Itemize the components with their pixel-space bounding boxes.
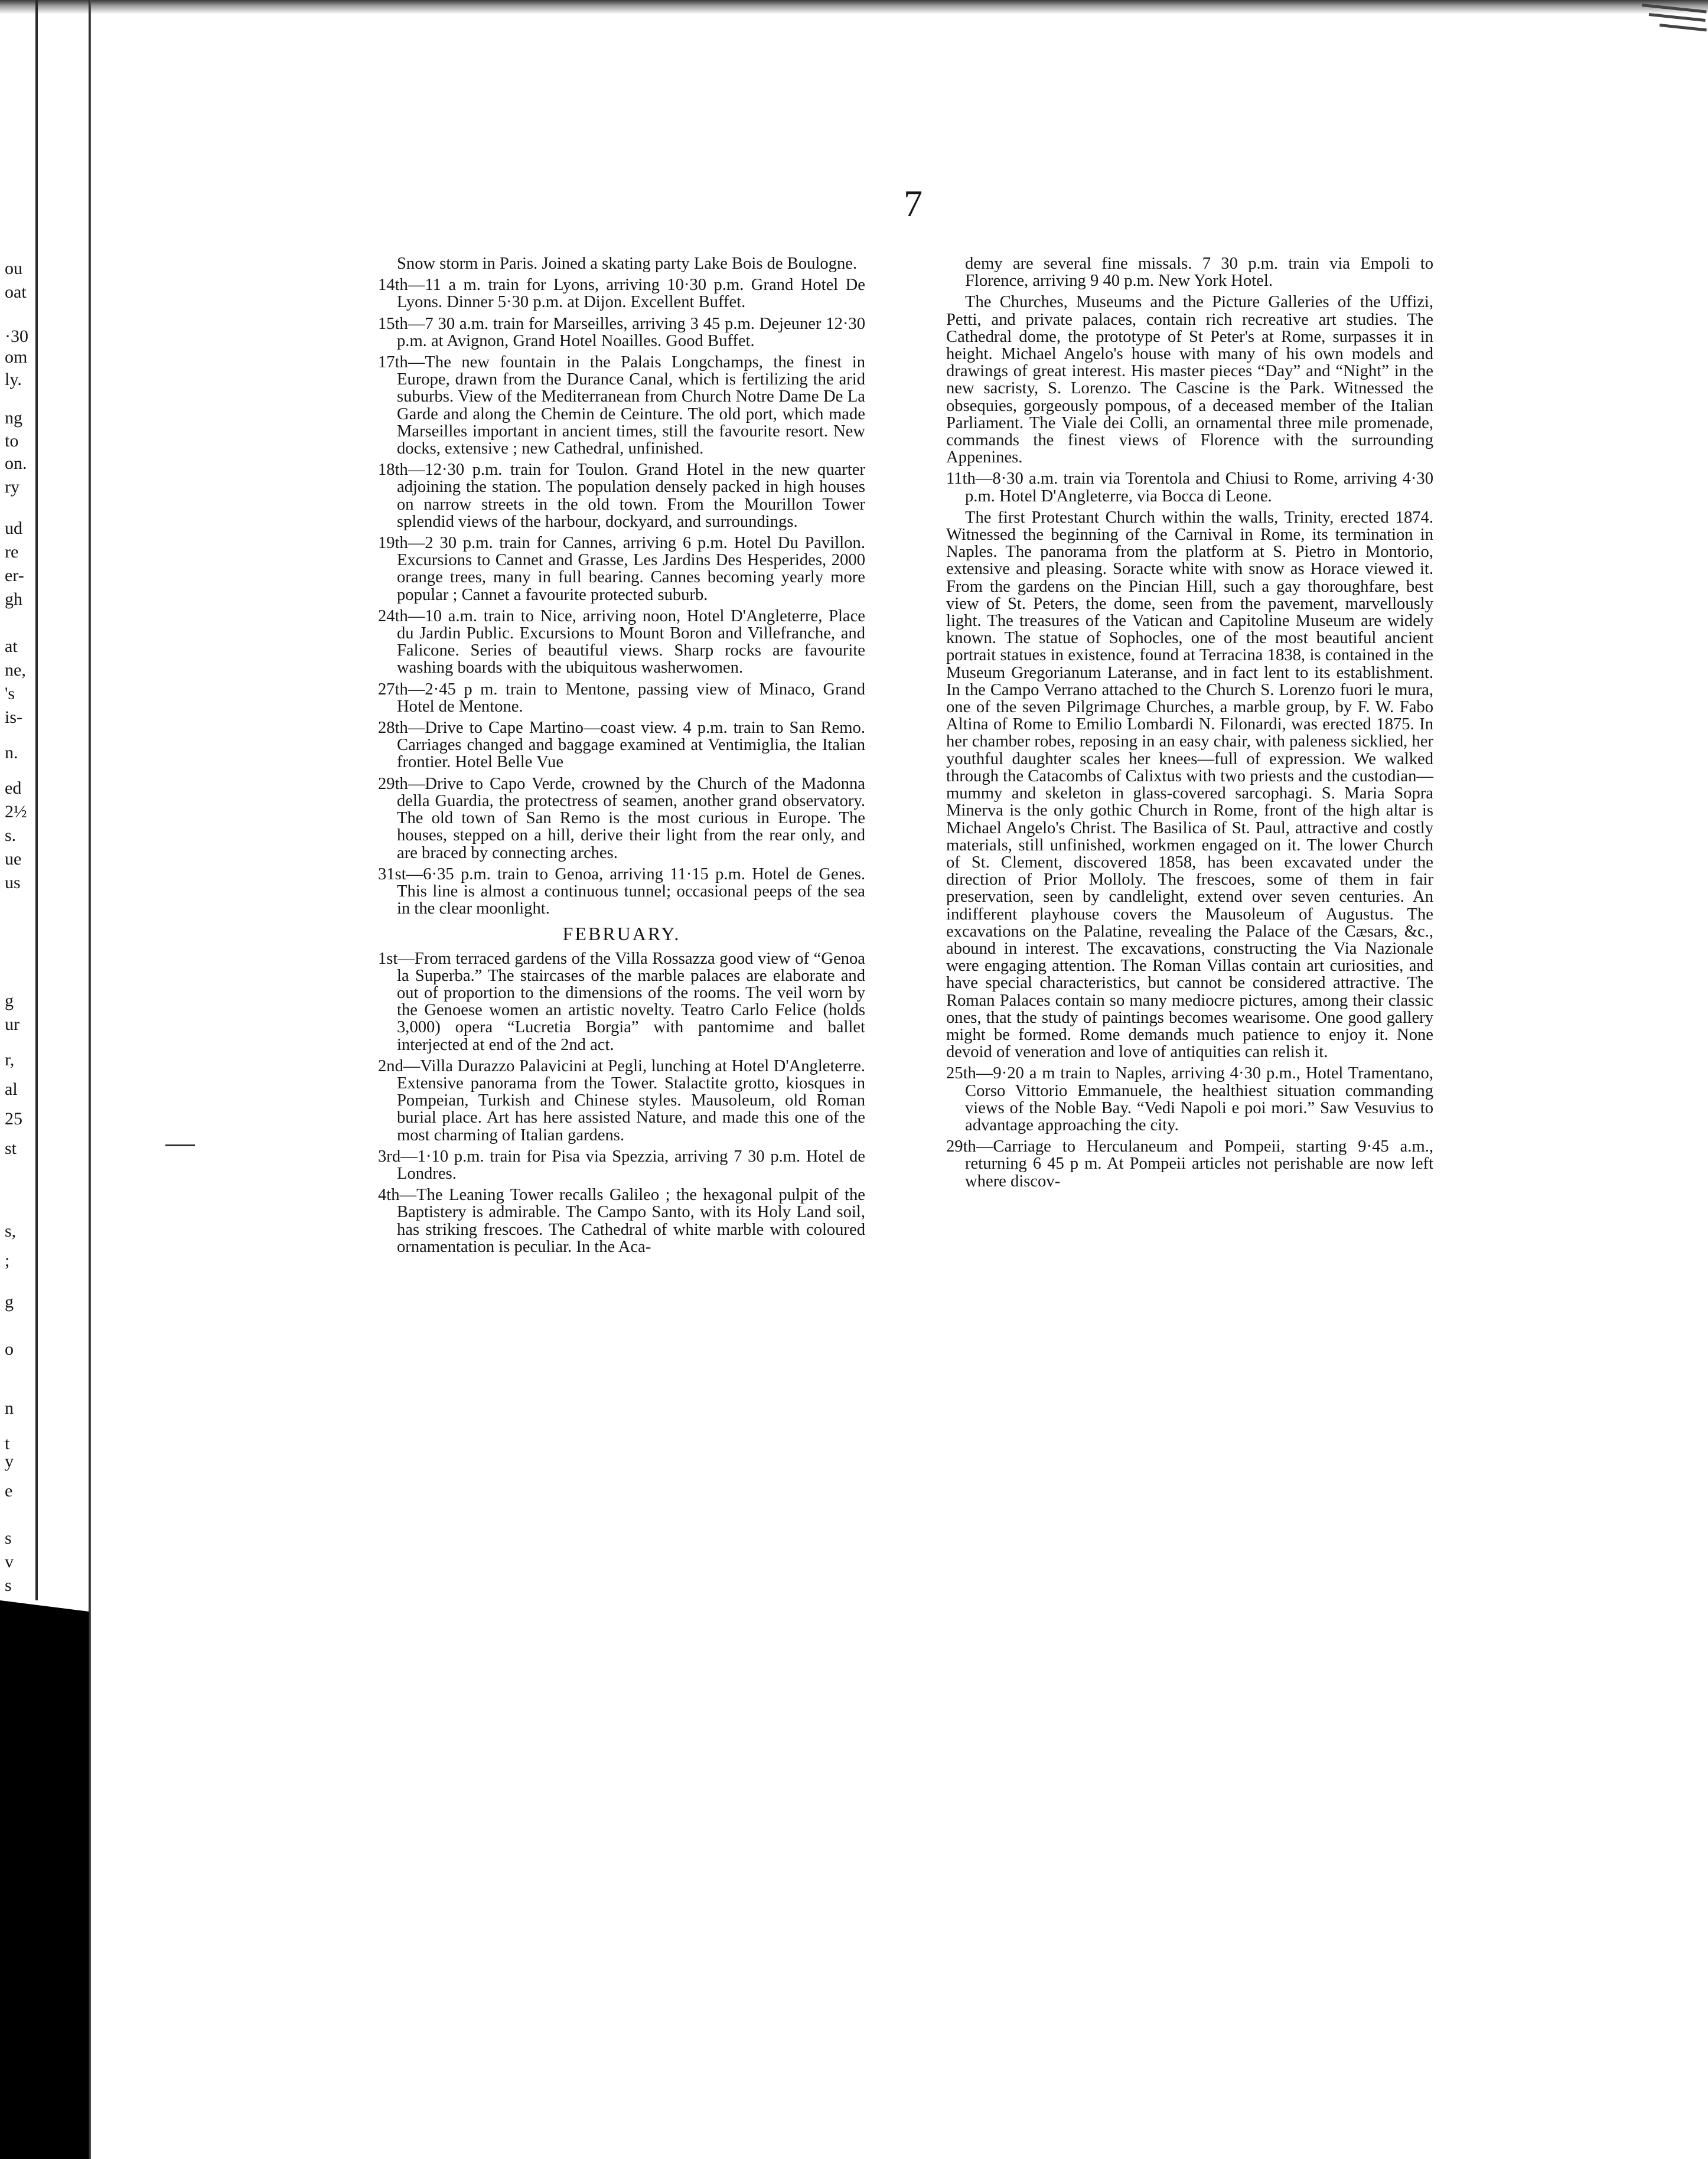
previous-page-fragment: s. — [5, 826, 17, 845]
previous-page-fragment: s, — [5, 1221, 17, 1241]
previous-page-fragment: oat — [5, 282, 27, 302]
continuation-text: demy are several fine missals. 7 30 p.m. train via Empoli to Florence, arriving 9 40 p.m. New York Hotel. — [965, 255, 1433, 291]
previous-page-fragment: gh — [5, 589, 22, 609]
florence-paragraph: The Churches, Museums and the Picture Galleries of the Uffizi, Petti, and private palaces, contain rich recreative art studies. The Cathedral dome, the prototype of St Peter's at Rome, surpasses it in height. Michael Angelo's house with many of his own models and drawings of great interest. His master pieces “Day” and “Night” in the new sacristy, S. Lorenzo. The Cascine is the Park. Witnessed the obsequies, gorgeously pompous, of a deceased member of the Italian Parliament. The Viale dei Colli, an ornamental three mile promenade, commands the finest views of Florence with the surrounding Appenines. — [946, 293, 1433, 467]
previous-page-fragment: is- — [5, 707, 22, 727]
previous-page-fragment: 25 — [5, 1109, 22, 1129]
previous-page-fragment: at — [5, 637, 18, 656]
diary-entry: 19th—2 30 p.m. train for Cannes, arriving 6 p.m. Hotel Du Pavillon. Excursions to Cannet and Grasse, Les Jardins Des Hesperides, 2000 orange trees, many in full bearing. Cannes becoming yearly more popular ; Cannet a favourite protected suburb. — [378, 534, 865, 604]
previous-page-fragment: ur — [5, 1015, 19, 1034]
previous-page-fragment: ed — [5, 778, 22, 798]
previous-page-fragment: ou — [5, 259, 22, 278]
previous-page-fragment: ne, — [5, 660, 26, 680]
previous-page-fragment: s — [5, 1576, 12, 1595]
previous-page-fragment: n — [5, 1398, 14, 1418]
previous-page-fragment: 2½ — [5, 802, 27, 821]
previous-page-fragment: o — [5, 1339, 14, 1359]
previous-page-fragment: n. — [5, 743, 18, 762]
previous-page-fragment: er- — [5, 566, 24, 585]
previous-page-fragment: s — [5, 1528, 12, 1548]
previous-page-fragment: om — [5, 347, 28, 367]
previous-page-strip — [0, 0, 38, 1600]
right-column — [946, 255, 1433, 1194]
stacked-page-edges — [1642, 0, 1708, 65]
previous-page-fragment: us — [5, 873, 21, 892]
diary-entry: 31st—6·35 p.m. train to Genoa, arriving 11·15 p.m. Hotel de Genes. This line is almost a continuous tunnel; occasional peeps of the sea in the clear moonlight. — [378, 865, 865, 918]
page-top-edge — [0, 0, 1708, 14]
diary-entry: 29th—Drive to Capo Verde, crowned by the Church of the Madonna della Guardia, the protectress of seamen, another grand observatory. The old town of San Remo is the most curious in Europe. The houses, stepped on a hill, derive their light from the rear only, and are braced by connecting arches. — [378, 774, 865, 862]
diary-entry: 17th—The new fountain in the Palais Longchamps, the finest in Europe, drawn from the Durance Canal, which is fertilizing the arid suburbs. View of the Mediterranean from Church Notre Dame De La Garde and along the Chemin de Ceinture. The old port, which made Marseilles important in ancient times, still the favourite resort. New docks, extensive ; new Cathedral, unfinished. — [378, 353, 865, 458]
diary-entry: 14th—11 a m. train for Lyons, arriving 10·30 p.m. Grand Hotel De Lyons. Dinner 5·30 p.m. at Dijon. Excellent Buffet. — [378, 276, 865, 312]
previous-page-fragment: st — [5, 1139, 17, 1158]
diary-entry: 28th—Drive to Cape Martino—coast view. 4 p.m. train to San Remo. Carriages changed and baggage examined at Ventimiglia, the Italian frontier. Hotel Belle Vue — [378, 719, 865, 772]
previous-page-fragment: g — [5, 991, 14, 1010]
previous-page-fragment: 's — [5, 684, 15, 703]
rome-paragraph: The first Protestant Church within the walls, Trinity, erected 1874. Witnessed the beginning of the Carnival in Rome, its termination in Naples. The panorama from the platform at S. Pietro in Montorio, extensive and pleasing. Soracte white with snow as Horace viewed it. From the gardens on the Pincian Hill, such a gay thoroughfare, best view of St. Peters, the dome, seen from the pavement, marvellously light. The treasures of the Vatican and Capitoline Museum are widely known. The statue of Sophocles, one of the most beautiful ancient portrait statues in existence, found at Terracina 1838, is contained in the Museum Gregorianum Lateranse, and in fact lent to its establishment. In the Campo Verrano attached to the Church S. Lorenzo fuori le mura, one of the seven Pilgrimage Churches, a marble group, by F. W. Fabo Altina of Rome to Emilio Lombardi N. Filonardi, was erected 1875. In her chamber robes, reposing in an easy chair, with paleness sicklied, her youthful daughter scales her knees—full of expression. We walked through the Catacombs of Calixtus with two priests and the custodian—mummy and skeleton in glass-covered sarcophagi. S. Maria Sopra Minerva is the only gothic Church in Rome, front of the high altar is Michael Angelo's Christ. The Basilica of St. Paul, attractive and costly materials, still unfinished, workmen engaged on it. The lower Church of St. Clement, discovered 1858, has been excavated under the direction of Prior Molloly. The frescoes, some of them in fair preservation, seen by candlelight, extend over seven centuries. An indifferent playhouse covers the Mausoleum of Augustus. The excavations on the Palatine, revealing the Palace of the Cæsars, &c., abound in interest. The excavations, constructing the Via Nazionale were engaging attention. The Roman Villas contain art curiosities, and have special characteristics, but cannot be considered attractive. The Roman Palaces contain so many mediocre pictures, among their classic ones, that the study of paintings becomes wearisome. One good gallery might be formed. Rome demands much patience to enjoy it. None devoid of veneration and love of antiquities can relish it. — [946, 508, 1433, 1062]
diary-entry: 2nd—Villa Durazzo Palavicini at Pegli, lunching at Hotel D'Angleterre. Extensive panorama from the Tower. Stalactite grotto, kiosques in Pompeian, Turkish and Chinese styles. Mausoleum, old Roman burial place. Art has here assisted Nature, and made this one of the most charming of Italian gardens. — [378, 1056, 865, 1144]
page-number: 7 — [904, 182, 923, 224]
previous-page-fragment: ry — [5, 477, 19, 497]
previous-page-fragment: v — [5, 1552, 14, 1571]
previous-page-fragment: ; — [5, 1251, 10, 1270]
diary-entry: 25th—9·20 a m train to Naples, arriving 4·30 p.m., Hotel Tramentano, Corso Vittorio Emmanuele, the healthiest situation commanding views of the Noble Bay. “Vedi Napoli e poi mori.” Saw Vesuvius to advantage approaching the city. — [946, 1064, 1433, 1134]
diary-entry: 1st—From terraced gardens of the Villa Rossazza good view of “Genoa la Superba.” The staircases of the marble palaces are elaborate and out of proportion to the dimensions of the rooms. The veil worn by the Genoese women an artistic novelty. Teatro Carlo Felice (holds 3,000) opera “Lucretia Borgia” with pantomime and ballet interjected at end of the 2nd act. — [378, 949, 865, 1054]
previous-page-fragment: re — [5, 542, 19, 562]
fold-mark — [165, 1144, 195, 1146]
previous-page-fragment: ud — [5, 518, 22, 538]
february-entries — [378, 950, 865, 1255]
previous-page-fragment: ue — [5, 849, 22, 869]
month-heading: FEBRUARY. — [562, 923, 681, 945]
previous-page-fragment: r, — [5, 1050, 15, 1069]
january-entries — [378, 276, 865, 917]
previous-page-fragment: ·30 — [5, 327, 28, 346]
previous-page-fragment: on. — [5, 454, 27, 473]
previous-page-fragment: g — [5, 1292, 14, 1312]
diary-entry: 3rd—1·10 p.m. train for Pisa via Spezzia, arriving 7 30 p.m. Hotel de Londres. — [378, 1147, 865, 1183]
previous-page-fragment: t — [5, 1434, 10, 1453]
diary-entry: 24th—10 a.m. train to Nice, arriving noon, Hotel D'Angleterre, Place du Jardin Public. Excursions to Mount Boron and Villefranche, and Falicone. Series of beautiful views. Sharp rocks are favourite washing boards with the ubiquitous washerwomen. — [378, 606, 865, 677]
continuation-text: Snow storm in Paris. Joined a skating party Lake Bois de Boulogne. — [397, 255, 858, 273]
previous-page-fragment: y — [5, 1452, 14, 1471]
diary-entry: 15th—7 30 a.m. train for Marseilles, arriving 3 45 p.m. Dejeuner 12·30 p.m. at Avignon, Grand Hotel Noailles. Good Buffet. — [378, 314, 865, 350]
previous-page-fragment: to — [5, 431, 19, 451]
diary-entry: 27th—2·45 p m. train to Mentone, passing view of Minaco, Grand Hotel de Mentone. — [378, 680, 865, 716]
binding-fold — [89, 0, 91, 2159]
previous-page-fragment: ly. — [5, 370, 22, 389]
left-column — [378, 255, 865, 1260]
diary-entry: 11th—8·30 a.m. train via Torentola and Chiusi to Rome, arriving 4·30 p.m. Hotel D'Angleterre, via Bocca di Leone. — [946, 469, 1433, 505]
previous-page-fragment: al — [5, 1080, 18, 1099]
diary-entry: 18th—12·30 p.m. train for Toulon. Grand Hotel in the new quarter adjoining the station. The population densely packed in high houses on narrow streets in the old town. From the Mourillon Tower splendid views of the harbour, dockyard, and surroundings. — [378, 461, 865, 531]
diary-entry: 29th—Carriage to Herculaneum and Pompeii, starting 9·45 a.m., returning 6 45 p m. At Pompeii articles not perishable are now left where discov- — [946, 1137, 1433, 1191]
previous-page-fragment: e — [5, 1481, 13, 1501]
previous-page-fragment: ng — [5, 408, 22, 428]
diary-entry: 4th—The Leaning Tower recalls Galileo ; the hexagonal pulpit of the Baptistery is admirable. The Campo Santo, with its Holy Land soil, has striking frescoes. The Cathedral of white marble with coloured ornamentation is peculiar. In the Aca- — [378, 1186, 865, 1256]
scan-shadow — [0, 1600, 89, 2159]
